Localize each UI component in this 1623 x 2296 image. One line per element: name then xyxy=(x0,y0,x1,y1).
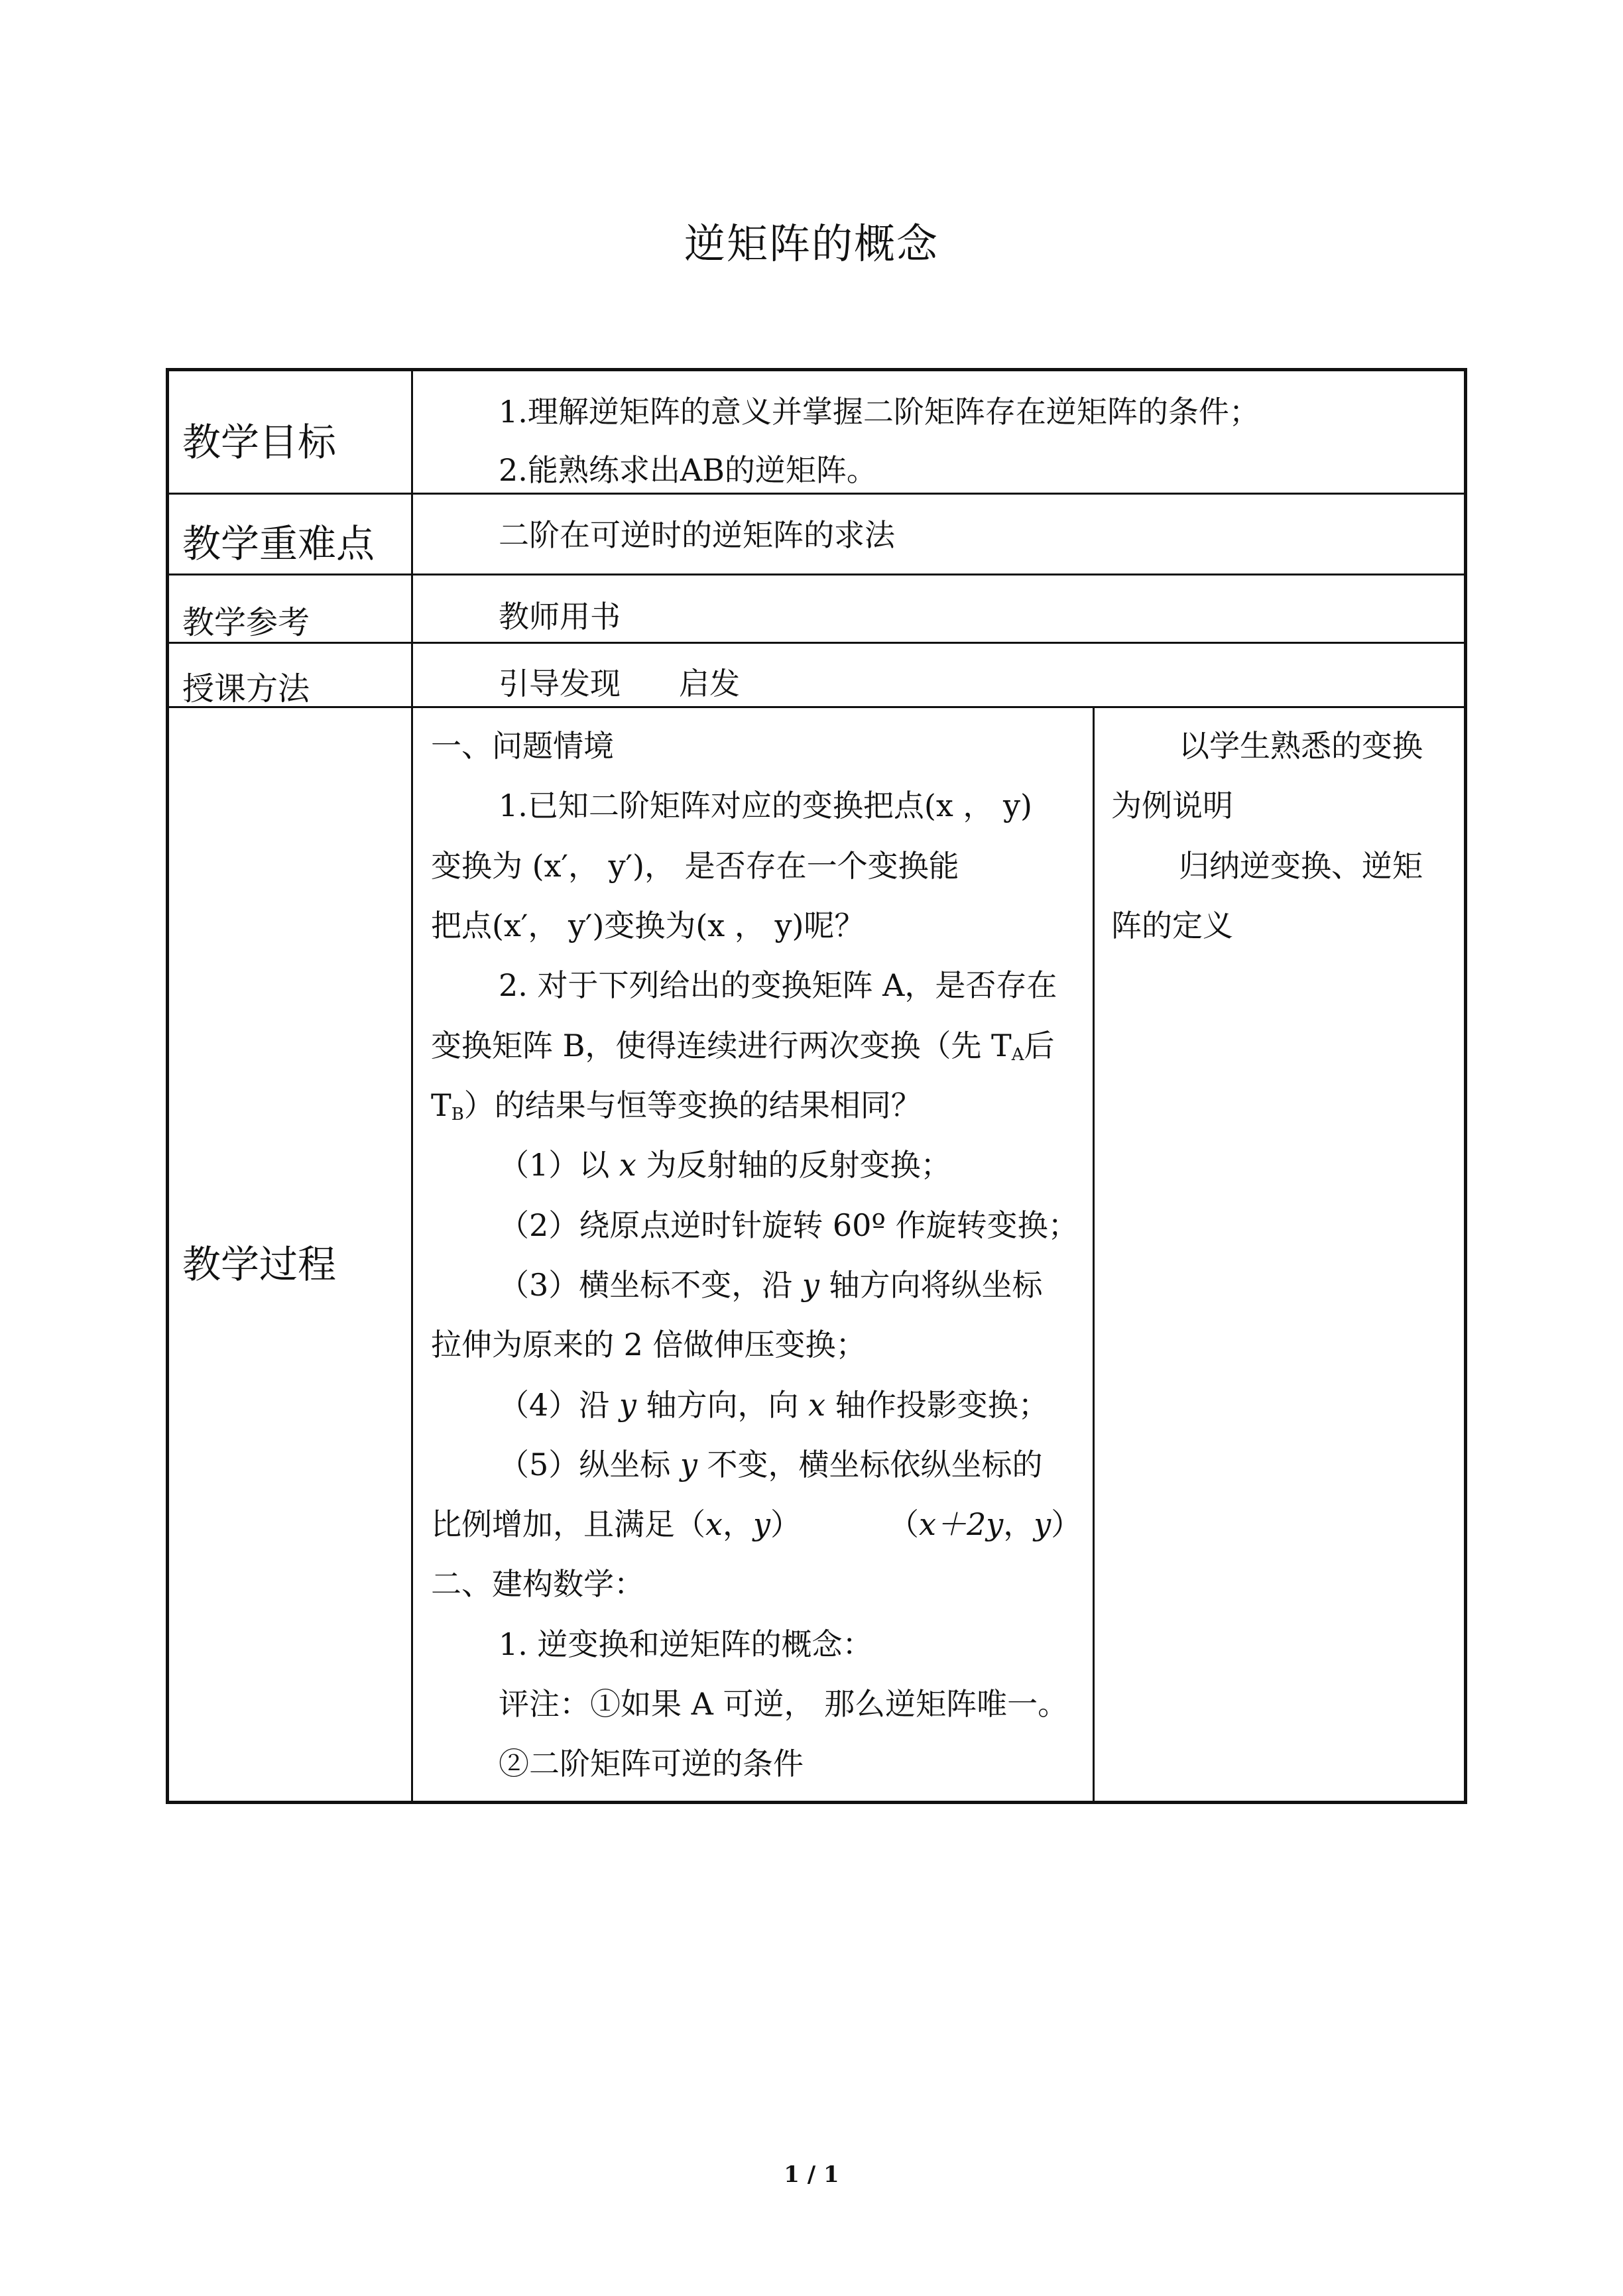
question-line: 2. 对于下列给出的变换矩阵 A，是否存在 xyxy=(499,967,1057,1003)
item-text: 不变，横坐标依纵坐标的 xyxy=(697,1447,1043,1482)
question-text: 变换矩阵 B，使得连续进行两次变换（先 T xyxy=(431,1028,1012,1063)
math-expression: x＋2y xyxy=(919,1506,1004,1542)
item-text: （3）横坐标不变，沿 xyxy=(499,1267,802,1303)
item-text: 轴方向，向 xyxy=(636,1387,809,1423)
list-item xyxy=(499,1387,1049,1423)
lesson-plan-table xyxy=(166,368,1467,1804)
section-heading: 二、建构数学： xyxy=(431,1566,644,1602)
item-text: 轴作投影变换； xyxy=(825,1387,1049,1423)
question-text: T xyxy=(431,1087,451,1123)
document-title: 逆矩阵的概念 xyxy=(684,219,939,268)
item-text: （ xyxy=(888,1506,919,1542)
question-text: ）的结果与恒等变换的结果相同？ xyxy=(463,1087,922,1123)
note-line: 以学生熟悉的变换 xyxy=(1179,728,1423,764)
question-text: 后 xyxy=(1024,1028,1055,1063)
reference-label: 教学参考 xyxy=(182,604,310,641)
list-item-continuation: 拉伸为原来的 2 倍做伸压变换； xyxy=(431,1327,867,1362)
math-variable: y xyxy=(802,1267,819,1303)
mapping-result xyxy=(888,1506,1082,1542)
item-text: （4）沿 xyxy=(499,1387,619,1423)
list-item xyxy=(499,1267,1043,1303)
math-variable: x xyxy=(705,1506,723,1542)
note-line: 阵的定义 xyxy=(1111,908,1233,943)
section-heading: 一、问题情境 xyxy=(431,728,614,764)
column-divider xyxy=(411,368,413,1804)
row-divider xyxy=(166,642,1467,644)
math-variable: y xyxy=(752,1506,770,1542)
item-text: （5）纵坐标 xyxy=(499,1447,680,1482)
method-label: 授课方法 xyxy=(182,670,310,707)
item-text: 比例增加，且满足（ xyxy=(431,1506,705,1542)
math-variable: y xyxy=(619,1387,636,1423)
objective-item: 1.理解逆矩阵的意义并掌握二阶矩阵存在逆矩阵的条件； xyxy=(499,394,1260,430)
row-divider xyxy=(166,706,1467,708)
row-divider xyxy=(166,574,1467,575)
item-text: 轴方向将纵坐标 xyxy=(819,1267,1043,1303)
row-divider xyxy=(166,493,1467,495)
question-line: 1.已知二阶矩阵对应的变换把点(x ， y) xyxy=(499,788,1032,823)
reference-text: 教师用书 xyxy=(499,599,621,634)
question-line xyxy=(431,1087,922,1124)
question-line: 变换为 (x′， y′)， 是否存在一个变换能 xyxy=(431,848,959,884)
key-points-text: 二阶在可逆时的逆矩阵的求法 xyxy=(499,517,895,553)
process-label: 教学过程 xyxy=(182,1242,337,1287)
concept-line: ②二阶矩阵可逆的条件 xyxy=(499,1746,804,1782)
page-number: 1 / 1 xyxy=(784,2161,839,2188)
concept-line: 评注：①如果 A 可逆， 那么逆矩阵唯一。 xyxy=(499,1686,1069,1722)
subscript: B xyxy=(451,1105,464,1124)
math-variable: x xyxy=(619,1147,636,1183)
objectives-label: 教学目标 xyxy=(182,420,337,465)
list-item xyxy=(499,1147,951,1183)
math-variable: x xyxy=(808,1387,826,1423)
math-variable: y xyxy=(680,1447,697,1482)
list-item-continuation xyxy=(431,1506,801,1542)
column-divider xyxy=(1093,706,1095,1804)
key-points-label: 教学重难点 xyxy=(182,521,375,566)
subscript: A xyxy=(1011,1045,1024,1065)
note-line: 为例说明 xyxy=(1111,788,1233,823)
list-item: （2）绕原点逆时针旋转 60º 作旋转变换； xyxy=(499,1207,1079,1243)
item-text: （1）以 xyxy=(499,1147,619,1183)
math-variable: y xyxy=(1034,1506,1052,1542)
item-text: ， xyxy=(1003,1506,1034,1542)
concept-line: 1. 逆变换和逆矩阵的概念： xyxy=(499,1626,873,1662)
method-text-inspire: 启发 xyxy=(679,666,740,701)
note-line: 归纳逆变换、逆矩 xyxy=(1179,848,1423,884)
list-item xyxy=(499,1449,1043,1480)
method-text-guided: 引导发现 xyxy=(499,666,621,701)
item-text: ） xyxy=(770,1506,801,1542)
question-line: 把点(x′， y′)变换为(x ， y)呢？ xyxy=(431,908,865,943)
objective-item: 2.能熟练求出AB的逆矩阵。 xyxy=(499,452,877,488)
item-text: ， xyxy=(722,1506,753,1542)
item-text: ） xyxy=(1051,1506,1082,1542)
question-line xyxy=(431,1030,1055,1063)
item-text: 为反射轴的反射变换； xyxy=(636,1147,951,1183)
